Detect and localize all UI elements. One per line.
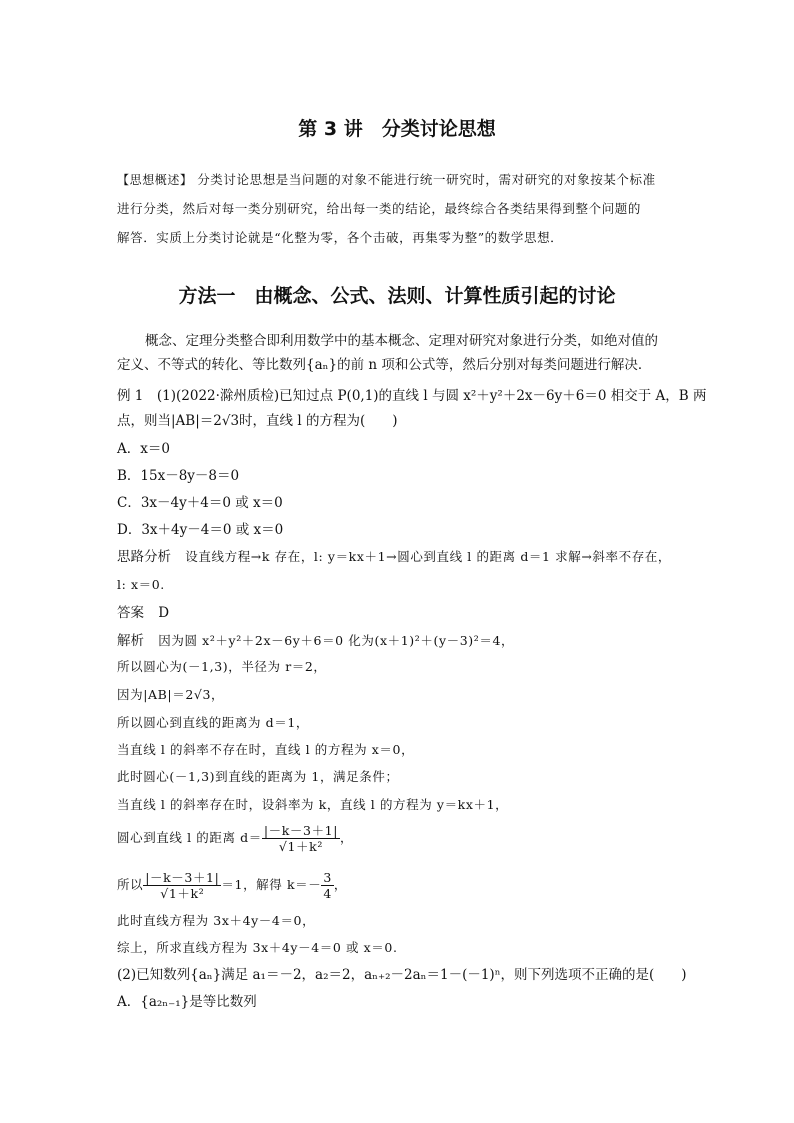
overview-text-1: 分类讨论思想是当问题的对象不能进行统一研究时，需对研究的对象按某个标准 [197,172,656,187]
solve-suffix: ， [333,877,347,892]
solve-numerator: |－k－3＋1| [145,870,220,885]
solution-text-1: 因为圆 x²＋y²＋2x－6y＋6＝0 化为(x＋1)²＋(y－3)²＝4， [158,633,515,648]
analysis-label: 思路分析 [117,549,171,565]
example-line-1: 例 1 (1)(2022·滁州质检)已知过点 P(0,1)的直线 l 与圆 x²＋y²＋2x－6y＋6＝0 相交于 A，B 两 [117,388,707,404]
option-c: C．3x－4y＋4＝0 或 x＝0 [117,495,283,511]
solution-line-1 [117,631,514,651]
solution-line-3: 因为|AB|＝2√3， [117,687,225,702]
k-fraction [321,870,334,901]
part2-line-1: (2)已知数列{aₙ}满足 a₁＝－2，a₂＝2，aₙ₊₂－2aₙ＝1－(－1)ⁿ，则下列选项不正确的是( ) [117,967,687,983]
k-denominator: 4 [323,886,332,901]
solve-k-line [117,867,347,903]
solution-line-6: 此时圆心(－1,3)到直线的距离为 1，满足条件； [117,769,399,784]
solve-denominator: √1＋k² [160,886,205,901]
example-line-2: 点，则当|AB|＝2√3时，直线 l 的方程为( ) [117,413,398,429]
distance-numerator: |－k－3＋1| [263,823,339,838]
k-numerator: 3 [323,870,332,885]
answer-value: D [158,605,170,621]
line-equation: 此时直线方程为 3x＋4y－4＝0， [117,913,316,928]
answer-line [117,603,169,623]
answer-label: 答案 [117,605,144,621]
analysis-line-2: l: x＝0. [117,577,165,592]
analysis-line-1 [117,547,671,567]
overview-line-1 [117,170,656,190]
intro-line-1: 概念、定理分类整合即利用数学中的基本概念、定理对研究对象进行分类，如绝对值的 [145,333,658,349]
option-b: B．15x－8y－8＝0 [117,468,240,484]
solve-prefix: 所以 [117,877,144,892]
overview-line-2: 进行分类，然后对每一类分别研究，给出每一类的结论，最终综合各类结果得到整个问题的 [117,201,642,216]
intro-line-2: 定义、不等式的转化、等比数列{aₙ}的前 n 项和公式等，然后分别对每类问题进行解决． [117,357,652,373]
analysis-text-1: 设直线方程→k 存在，l: y＝kx＋1→圆心到直线 l 的距离 d＝1 求解→斜率不存在， [185,549,672,564]
option-a: A．x＝0 [117,441,170,457]
lesson-title: 第 3 讲 分类讨论思想 [298,118,496,140]
conclusion-line: 综上，所求直线方程为 3x＋4y－4＝0 或 x＝0. [117,940,398,955]
option-d: D．3x＋4y－4＝0 或 x＝0 [117,522,284,538]
solution-line-4: 所以圆心到直线的距离为 d＝1， [117,715,310,730]
overview-label: 【思想概述】 [117,173,193,187]
solution-label: 解析 [117,633,144,649]
distance-fraction [262,823,340,854]
distance-prefix: 圆心到直线 l 的距离 d＝ [117,830,262,845]
solution-line-5: 当直线 l 的斜率不存在时，直线 l 的方程为 x＝0， [117,742,415,757]
distance-formula-line [117,820,353,856]
solve-mid: ＝1，解得 k＝－ [221,877,322,892]
overview-line-3: 解答．实质上分类讨论就是“化整为零，各个击破，再集零为整”的数学思想． [117,230,564,245]
solution-line-7: 当直线 l 的斜率存在时，设斜率为 k，直线 l 的方程为 y＝kx＋1， [117,797,509,812]
solve-fraction [143,870,221,901]
method-heading: 方法一 由概念、公式、法则、计算性质引起的讨论 [178,285,616,307]
distance-suffix: ， [340,830,354,845]
part2-option-a: A．{a₂ₙ₋₁}是等比数列 [117,994,257,1010]
solution-line-2: 所以圆心为(－1,3)，半径为 r＝2， [117,659,327,674]
distance-denominator: √1＋k² [278,839,323,854]
